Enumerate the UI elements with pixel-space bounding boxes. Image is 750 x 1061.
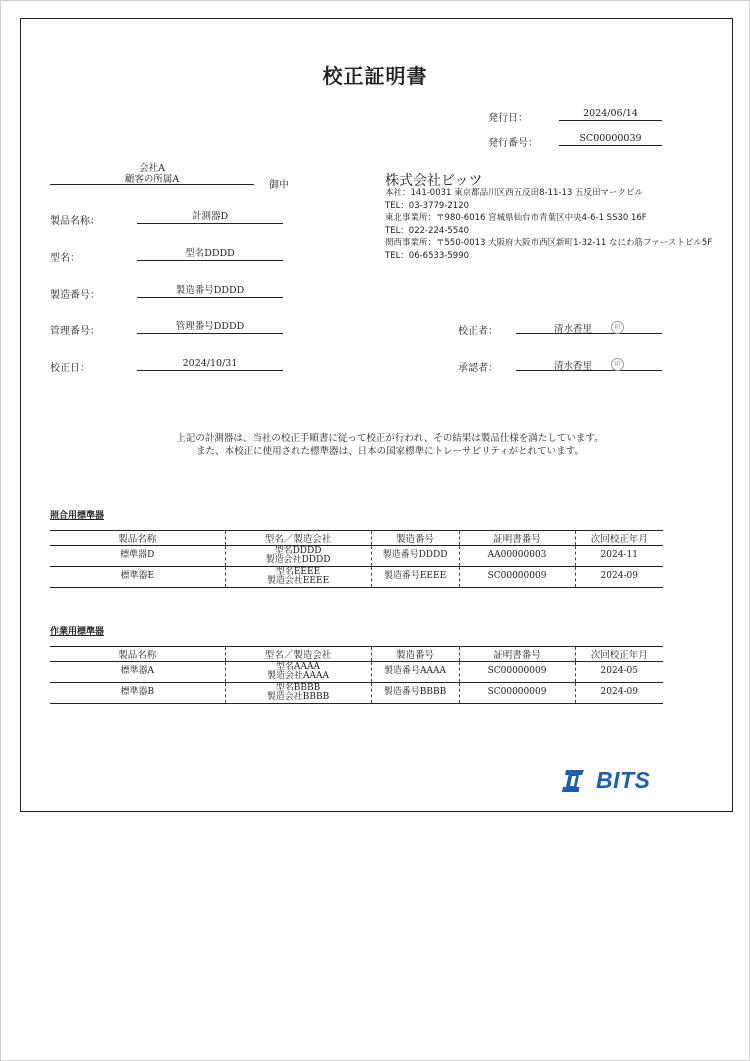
cell-model: 型名EEEE xyxy=(275,566,321,577)
calibrator-label: 校正者： xyxy=(458,326,498,337)
table-header-row xyxy=(50,647,663,662)
issue-date-label: 発行日： xyxy=(488,113,528,124)
table-row xyxy=(50,546,663,567)
approver-name: 清水香里 xyxy=(553,361,592,372)
column-header: 製品名称 xyxy=(50,531,225,546)
cell-model: 型名BBBB xyxy=(275,682,321,693)
issuer-line: TEL：06-6533-5990 xyxy=(385,250,470,261)
approver-field xyxy=(516,357,662,371)
column-header: 証明書番号 xyxy=(459,531,575,546)
issuer-line: TEL：03-3779-2120 xyxy=(385,200,470,211)
issuer-line: TEL：022-224-5540 xyxy=(385,225,470,236)
cell-cert: SC00000009 xyxy=(459,683,575,704)
bits-logo xyxy=(562,768,658,798)
column-header: 製造番号 xyxy=(371,531,459,546)
serial-value: 製造番号DDDD xyxy=(137,284,283,298)
issuer-name: 株式会社ビッツ xyxy=(385,173,483,189)
column-header: 型名／製造会社 xyxy=(225,647,371,662)
cell-maker: 製造会社AAAA xyxy=(267,671,329,681)
cell-serial: 製造番号AAAA xyxy=(371,662,459,683)
table-row xyxy=(50,683,663,704)
calibrator-field xyxy=(516,320,662,334)
calibration-date-value: 2024/10/31 xyxy=(137,357,283,371)
cell-name: 標準器B xyxy=(50,683,225,704)
issue-number-label: 発行番号： xyxy=(488,138,538,149)
issuer-line: 関西事業所：〒550-0013 大阪府大阪市西区新町1-32-11 なにわ筋ファーストビル5F xyxy=(385,238,713,248)
cell-cert: SC00000009 xyxy=(459,662,575,683)
cell-model: 型名AAAA xyxy=(276,661,320,672)
reference-standards-table xyxy=(50,530,663,588)
cell-next: 2024-11 xyxy=(575,546,663,567)
serial-label: 製造番号： xyxy=(50,290,100,301)
issuer-line: 本社：141-0031 東京都品川区西五反田8-11-13 五反田マークビル xyxy=(385,188,644,198)
cell-serial: 製造番号DDDD xyxy=(371,546,459,567)
issue-date-value: 2024/06/14 xyxy=(559,107,662,121)
reference-standards-heading: 照合用標準器 xyxy=(50,511,105,521)
product-name-label: 製品名称： xyxy=(50,216,100,227)
cell-model: 型名DDDD xyxy=(274,545,322,556)
cell-model-maker xyxy=(225,662,371,683)
cell-name: 標準器E xyxy=(50,567,225,588)
column-header: 次回校正年月 xyxy=(575,647,663,662)
control-number-value: 管理番号DDDD xyxy=(137,320,283,334)
working-standards-heading: 作業用標準器 xyxy=(50,627,105,637)
control-number-label: 管理番号： xyxy=(50,326,100,337)
cell-name: 標準器D xyxy=(50,546,225,567)
column-header: 型名／製造会社 xyxy=(225,531,371,546)
column-header: 証明書番号 xyxy=(459,647,575,662)
notice-line-1: 上記の計測器は、当社の校正手順書に従って校正が行われ、その結果は製品仕様を満たしています。 xyxy=(176,433,604,444)
product-name-value: 計測器D xyxy=(137,210,283,224)
recipient-honorific: 御中 xyxy=(269,180,289,191)
notice-line-2: また、本校正に使用された標準器は、日本の国家標準にトレーサビリティがとれています。 xyxy=(196,445,584,457)
working-standards-table xyxy=(50,646,663,704)
cell-name: 標準器A xyxy=(50,662,225,683)
logo-text: BITS xyxy=(596,767,651,793)
issue-number-value: SC00000039 xyxy=(559,132,662,146)
seal-icon: 印 xyxy=(611,358,624,371)
cell-maker: 製造会社EEEE xyxy=(266,576,330,586)
cell-next: 2024-09 xyxy=(575,567,663,588)
model-label: 型名： xyxy=(50,253,80,264)
table-header-row xyxy=(50,531,663,546)
document-title: 校正証明書 xyxy=(322,64,428,88)
calibrator-name: 清水香里 xyxy=(553,324,592,335)
cell-model-maker xyxy=(225,683,371,704)
approver-label: 承認者： xyxy=(458,363,498,374)
recipient-department: 顧客の所属A xyxy=(50,171,254,185)
table-row xyxy=(50,567,663,588)
column-header: 製造番号 xyxy=(371,647,459,662)
recipient-company: 会社A xyxy=(139,163,165,174)
cell-maker: 製造会社BBBB xyxy=(266,692,330,702)
calibration-date-label: 校正日： xyxy=(50,363,90,374)
column-header: 製品名称 xyxy=(50,647,225,662)
issuer-address-block xyxy=(385,187,712,262)
cell-cert: AA00000003 xyxy=(459,546,575,567)
cell-model-maker xyxy=(225,546,371,567)
seal-icon: 印 xyxy=(611,321,624,334)
model-value: 型名DDDD xyxy=(137,247,283,261)
cell-next: 2024-05 xyxy=(575,662,663,683)
issuer-line: 東北事業所：〒980-6016 宮城県仙台市青葉区中央4-6-1 SS30 16F xyxy=(385,213,647,223)
table-row xyxy=(50,662,663,683)
cell-serial: 製造番号EEEE xyxy=(371,567,459,588)
cell-next: 2024-09 xyxy=(575,683,663,704)
cell-cert: SC00000009 xyxy=(459,567,575,588)
column-header: 次回校正年月 xyxy=(575,531,663,546)
notice-text xyxy=(0,433,750,458)
cell-serial: 製造番号BBBB xyxy=(371,683,459,704)
cell-model-maker xyxy=(225,567,371,588)
cell-maker: 製造会社DDDD xyxy=(265,555,331,565)
